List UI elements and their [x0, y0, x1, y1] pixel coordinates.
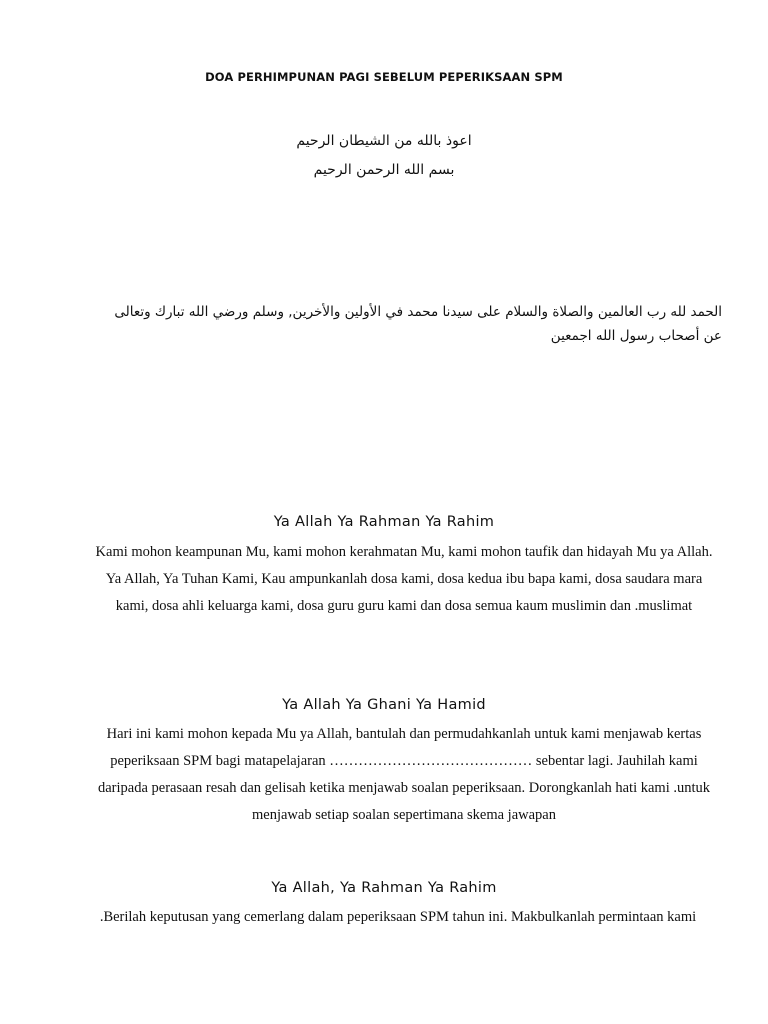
arabic-taawwudh: اعوذ بالله من الشيطان الرحيم	[296, 133, 472, 149]
document-title: DOA PERHIMPUNAN PAGI SEBELUM PEPERIKSAAN SPM	[205, 70, 563, 84]
arabic-basmalah: بسم الله الرحمن الرحيم	[313, 162, 455, 178]
section-3-heading: Ya Allah, Ya Rahman Ya Rahim	[271, 880, 497, 896]
section-1-heading: Ya Allah Ya Rahman Ya Rahim	[273, 514, 495, 530]
section-2-heading: Ya Allah Ya Ghani Ya Hamid	[282, 697, 486, 713]
section-1-text: Kami mohon keampunan Mu, kami mohon kerahmatan Mu, kami mohon taufik dan hidayah Mu ya Allah. Ya Allah, Ya Tuhan Kami, Kau ampunkanlah dosa kami, dosa kedua ibu bapa kami, dosa saudara mara kami, dosa ahli keluarga kami, dosa guru guru kami dan dosa semua kaum muslimin dan .muslimat	[95, 544, 713, 614]
section-3-text: .Berilah keputusan yang cemerlang dalam peperiksaan SPM tahun ini. Makbulkanlah permintaan kami	[99, 909, 697, 925]
section-2-text: Hari ini kami mohon kepada Mu ya Allah, bantulah dan permudahkanlah untuk kami menjawab kertas peperiksaan SPM bagi matapelajaran …………………………………… sebentar lagi. Jauhilah kami daripada perasaan resah dan gelisah ketika menjawab soalan peperiksaan. Dorongkanlah hati kami .untuk menjawab setiap soalan sepertimana skema jawapan	[98, 726, 710, 823]
arabic-praise-paragraph: الحمد لله رب العالمين والصلاة والسلام على سيدنا محمد في الأولين والأخرين, وسلم ورضي الله تبارك وتعالى عن أصحاب رسول الله اجمعين	[114, 304, 722, 344]
